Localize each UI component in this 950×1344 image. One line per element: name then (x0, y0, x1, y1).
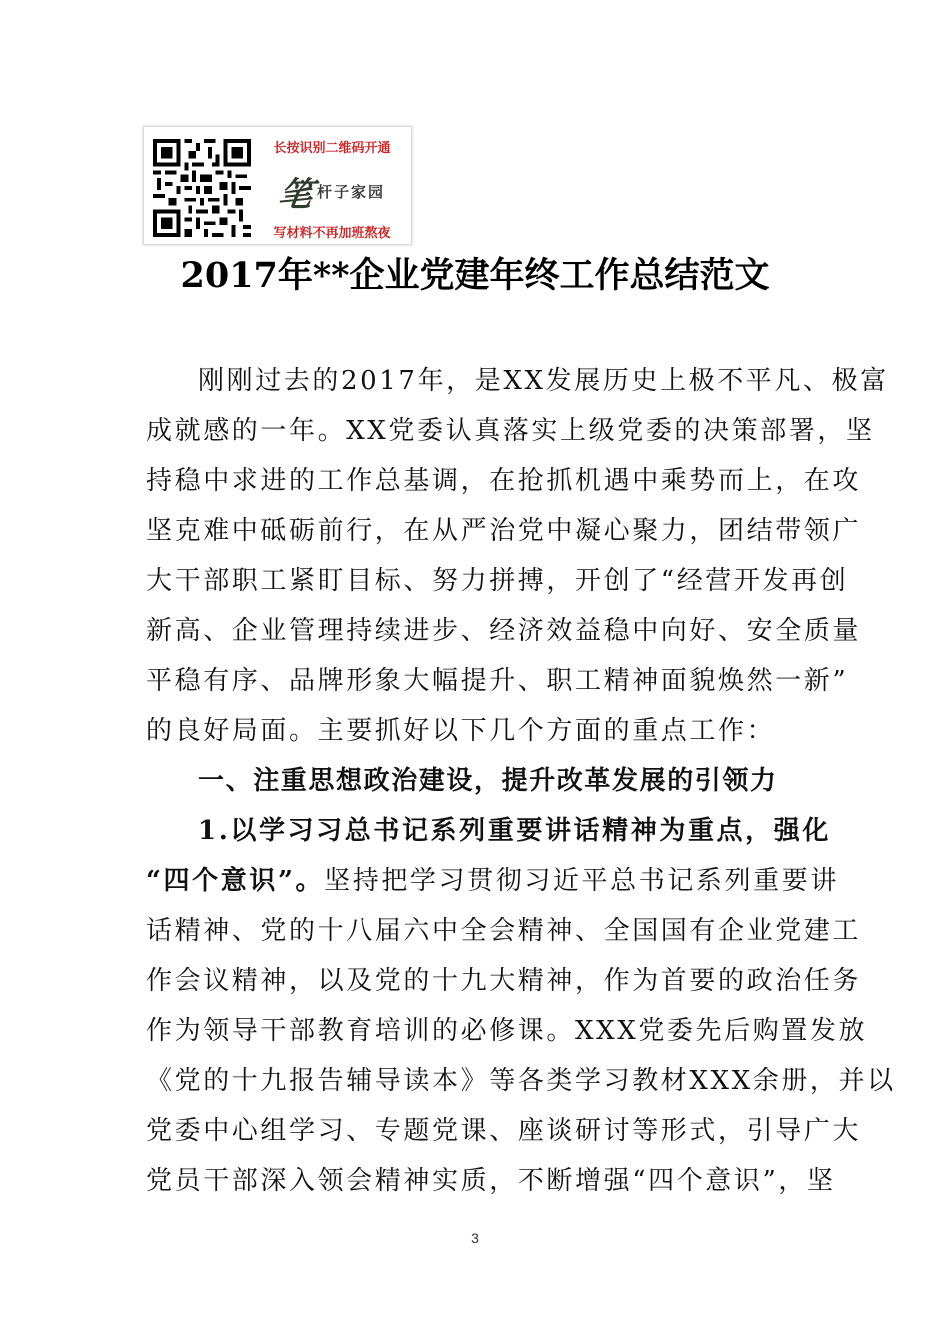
promo-banner[interactable] (143, 126, 412, 245)
section-heading: 一、注重思想政治建设，提升改革发展的引领力 (198, 766, 778, 796)
paragraph-line (146, 860, 839, 897)
paragraph-line: 作会议精神，以及党的十九大精神，作为首要的政治任务 (146, 966, 862, 996)
brand-logo (257, 167, 407, 213)
brand-name: 杆子家园 (316, 183, 385, 201)
banner-slogan: 写材料不再加班熬夜 (273, 226, 391, 241)
qr-code-icon (153, 139, 251, 237)
paragraph-line: 的良好局面。主要抓好以下几个方面的重点工作： (146, 716, 776, 746)
document-title: 2017年**企业党建年终工作总结范文 (180, 255, 770, 296)
paragraph-line: 新高、企业管理持续进步、经济效益稳中向好、安全质量 (146, 616, 862, 646)
paragraph-line: 党委中心组学习、专题党课、座谈研讨等形式，引导广大 (146, 1116, 862, 1146)
item-heading-end: “四个意识”。 (146, 866, 325, 896)
banner-text-area (257, 127, 407, 244)
paragraph-line: 《党的十九报告辅导读本》等各类学习教材XXX余册，并以 (146, 1066, 896, 1096)
paragraph-line: 平稳有序、品牌形象大幅提升、职工精神面貌焕然一新” (146, 666, 849, 696)
page-number: 3 (471, 1230, 479, 1246)
paragraph-line: 持稳中求进的工作总基调，在抢抓机遇中乘势而上，在攻 (146, 466, 862, 496)
paragraph-line: 话精神、党的十八届六中全会精神、全国国有企业党建工 (146, 916, 862, 946)
paragraph-line: 坚克难中砥砺前行，在从严治党中凝心聚力，团结带领广 (146, 516, 862, 546)
item-heading: 1.以学习习总书记系列重要讲话精神为重点，强化 (198, 816, 831, 846)
item-text: 坚持把学习贯彻习近平总书记系列重要讲 (324, 866, 839, 896)
paragraph-line: 刚刚过去的2017年，是XX发展历史上极不平凡、极富 (198, 366, 889, 396)
banner-cta-text: 长按识别二维码开通 (273, 141, 391, 156)
paragraph-line: 作为领导干部教育培训的必修课。XXX党委先后购置发放 (146, 1016, 868, 1046)
brand-calligraphy-mark: 笔 (275, 175, 316, 215)
paragraph-line: 大干部职工紧盯目标、努力拼搏，开创了“经营开发再创 (146, 566, 849, 596)
paragraph-line: 党员干部深入领会精神实质，不断增强“四个意识”，坚 (146, 1166, 836, 1196)
paragraph-line: 成就感的一年。XX党委认真落实上级党委的决策部署，坚 (146, 416, 875, 446)
